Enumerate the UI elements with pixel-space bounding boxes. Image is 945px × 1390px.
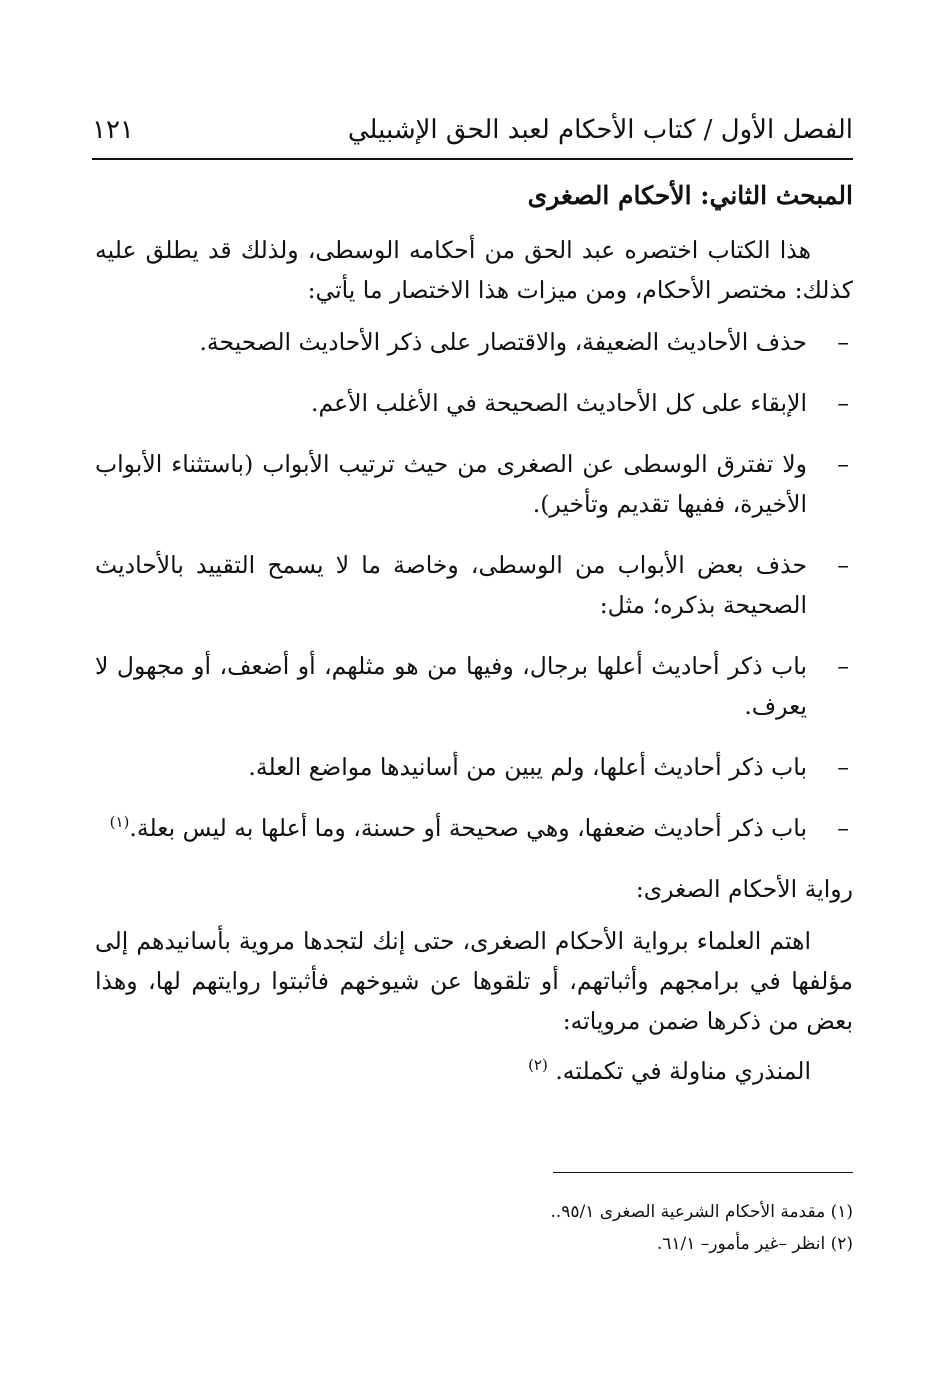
subheading: رواية الأحكام الصغرى:: [635, 875, 853, 903]
footnote-ref-2[interactable]: (٢): [528, 1056, 548, 1075]
narration-line: المنذري مناولة في تكملته. $^{(٢)}$: [528, 1056, 811, 1085]
list-item: – حذف الأحاديث الضعيفة، والاقتصار على ذكر الأحاديث الصحيحة.: [95, 322, 853, 362]
running-title: الفصل الأول / كتاب الأحكام لعبد الحق الإشبيلي: [347, 115, 853, 145]
list-item: – حذف بعض الأبواب من الوسطى، وخاصة ما لا يسمح التقييد بالأحاديث الصحيحة بذكره؛ مثل:: [95, 545, 853, 625]
features-list: [95, 322, 853, 848]
section-title: المبحث الثاني: الأحكام الصغرى: [527, 181, 853, 210]
list-item: – باب ذكر أحاديث أعلها، ولم يبين من أسانيدها مواضع العلة.: [95, 747, 853, 787]
list-item: – ولا تفترق الوسطى عن الصغرى من حيث ترتيب الأبواب (باستثناء الأبواب الأخيرة، ففيها تقديم وتأخير).: [95, 444, 853, 524]
intro-paragraph: هذا الكتاب اختصره عبد الحق من أحكامه الوسطى، ولذلك قد يطلق عليه كذلك: مختصر الأحكام، ومن ميزات هذا الاختصار ما يأتي:: [95, 236, 853, 304]
main-content: [95, 176, 853, 1091]
footnote-2: (٢) انظر –غير مأمور– ٦١/١.: [656, 1234, 853, 1254]
header-rule: [92, 158, 853, 160]
page-number: ١٢١: [92, 115, 134, 145]
footnotes: [92, 1196, 853, 1260]
body-paragraph: اهتم العلماء برواية الأحكام الصغرى، حتى إنك لتجدها مروية بأسانيدهم إلى مؤلفها في برامجهم وأثباتهم، أو تلقوها عن شيوخهم فأثبتوا روايتهم لها، وهذا بعض من ذكرها ضمن مروياته:: [95, 927, 853, 1035]
footnote-1: (١) مقدمة الأحكام الشرعية الصغرى ٩٥/١..: [550, 1202, 853, 1222]
footnote-rule: [553, 1172, 853, 1173]
footnote-ref-1[interactable]: (١): [109, 813, 130, 832]
list-item: – الإبقاء على كل الأحاديث الصحيحة في الأغلب الأعم.: [95, 383, 853, 423]
list-item: – باب ذكر أحاديث ضعفها، وهي صحيحة أو حسنة، وما أعلها به ليس بعلة.$^{(١)}$: [95, 808, 853, 848]
page-header: [92, 108, 853, 152]
list-item: – باب ذكر أحاديث أعلها برجال، وفيها من هو مثلهم، أو أضعف، أو مجهول لا يعرف.: [95, 646, 853, 726]
